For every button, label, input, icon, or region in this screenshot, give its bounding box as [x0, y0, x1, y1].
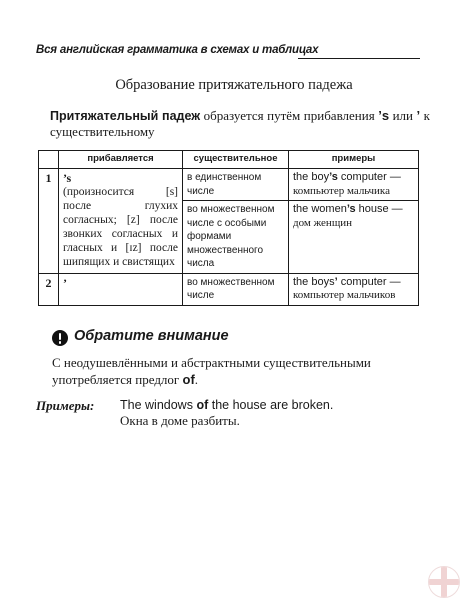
- note-text: [52, 354, 432, 388]
- header-added: прибавляется: [59, 151, 183, 169]
- intro-mark-s: ’s: [378, 108, 390, 123]
- example-cell: [289, 201, 419, 274]
- example-en-mark: ’: [334, 275, 338, 288]
- table-row: [39, 273, 419, 305]
- example-en-pre: the boys: [293, 275, 335, 288]
- example-en-pre: the women: [293, 203, 347, 215]
- example-cell: [289, 273, 419, 305]
- noun-type-cell: во множественном числе: [183, 273, 289, 305]
- row-number: 1: [39, 169, 59, 274]
- note-body: С неодушевлёнными и абстрактными существительными употребляется предлог: [52, 355, 371, 387]
- intro-text-1: образуется путём прибавления: [200, 108, 379, 123]
- running-title: Вся английская грамматика в схемах и таблицах: [36, 44, 319, 56]
- example-en-mark: ’s: [346, 203, 356, 215]
- header-examples: примеры: [289, 151, 419, 169]
- ending-mark: ’: [63, 275, 67, 290]
- example-en-post: computer —: [337, 275, 401, 288]
- example-sentence-pre: The windows: [120, 398, 197, 412]
- table-header-row: [39, 151, 419, 169]
- intro-paragraph: [50, 108, 430, 140]
- added-ending-cell: [59, 169, 183, 274]
- example-en-post: house —: [355, 203, 403, 215]
- pronunciation-note: (произносится [s] после глухих согласных; [z] после звонких согласных и гласных и [ɪz] после шипящих и свистящих: [63, 186, 178, 268]
- section-title: Образование притяжательного падежа: [115, 77, 353, 93]
- table-row: [39, 169, 419, 201]
- intro-text-3: к существительному: [50, 108, 430, 139]
- example-en-mark: ’s: [329, 171, 338, 183]
- example-sentence-russian: Окна в доме разбиты.: [120, 413, 240, 428]
- flag-watermark-icon: [428, 566, 460, 598]
- example-cell: [289, 169, 419, 201]
- example-sentence-english: [120, 398, 333, 412]
- example-russian: компьютер мальчика: [293, 184, 390, 197]
- note-title: Обратите внимание: [74, 328, 229, 344]
- intro-term: Притяжательный падеж: [50, 109, 201, 123]
- example-sentence-keyword: of: [196, 398, 209, 412]
- example-en-pre: the boy: [293, 171, 330, 183]
- possessive-table: [38, 150, 419, 306]
- intro-text-2: или: [389, 108, 417, 123]
- example-english: [293, 276, 414, 290]
- noun-type-cell: во множественном числе с особыми формами множественного числа: [183, 201, 289, 274]
- running-header: [36, 44, 420, 56]
- header-num: [39, 151, 59, 169]
- row-number: 2: [39, 273, 59, 305]
- note-keyword: of: [182, 372, 195, 387]
- intro-mark-apos: ’: [416, 108, 421, 123]
- example-russian: дом женщин: [293, 216, 353, 229]
- example-en-post: computer —: [337, 171, 401, 183]
- examples-label-text: Примеры: [36, 398, 91, 413]
- example-english: [293, 171, 414, 185]
- noun-type-cell: в единственном числе: [183, 169, 289, 201]
- example-english: [293, 203, 414, 217]
- examples-label: [36, 398, 94, 414]
- exclamation-circle-icon: [52, 330, 68, 346]
- header-noun: существительное: [183, 151, 289, 169]
- added-ending-cell: [59, 273, 183, 305]
- examples-label-colon: :: [90, 398, 95, 413]
- ending-mark: ’s: [63, 171, 72, 185]
- example-sentence-post: the house are broken.: [208, 398, 334, 412]
- header-rule: [298, 58, 420, 59]
- example-russian: компьютер мальчиков: [293, 289, 396, 301]
- note-end: .: [194, 372, 199, 387]
